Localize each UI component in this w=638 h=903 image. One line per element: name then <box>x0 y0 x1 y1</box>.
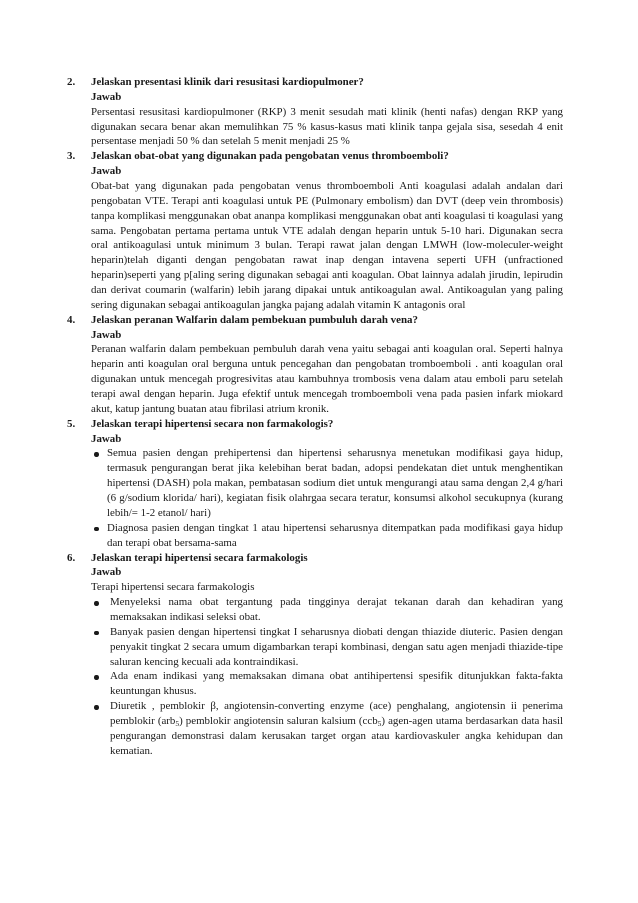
question-number: 5. <box>67 417 76 430</box>
answer-label: Jawab <box>91 165 122 178</box>
question-number: 6. <box>67 551 76 564</box>
bullet-item: Menyeleksi nama obat tergantung pada tingginya derajat tekanan darah dan kehadiran yang memaksakan indikasi seleksi obat. <box>94 595 563 625</box>
question-6 <box>0 551 563 759</box>
subscript: 5 <box>377 718 382 728</box>
question-title: Jelaskan obat-obat yang digunakan pada pengobatan venus thromboemboli? <box>91 150 449 163</box>
question-5 <box>0 417 563 551</box>
answer-intro: Terapi hipertensi secara farmakologis <box>91 581 255 594</box>
answer-label: Jawab <box>91 566 122 579</box>
question-3 <box>0 149 563 312</box>
answer-label: Jawab <box>91 328 122 341</box>
bullet-item <box>94 699 563 758</box>
answer-label: Jawab <box>91 90 122 103</box>
answer-label: Jawab <box>91 432 122 445</box>
question-number: 2. <box>67 76 76 88</box>
answer-paragraph: Obat-bat yang digunakan pada pengobatan venus thromboemboli Anti koagulasi adalah andalan dari pengobatan VTE. Terapi anti koagulasi untuk PE (Pulmonary embolism) dan DVT (deep vein thrombosis) tanpa komplikasi menggunakan obat ananpa komplikasi menggunakan obat anti koagulasi ti koagulasi yang sama. Pengobatan pertama pertama untuk VTE adalah dengan heparin untuk 5-10 hari. Digunakan secra oral antikoagulasi untuk minimum 3 bulan. Terapi rawat jalan dengan LMWH (low-moleculer-weight heparin)telah diganti dengan pengobatan rawat inap dengan intavena seperti UFH (unfractioned heparin)seperti yang p[aling sering digunakan sebagai anti koagulan. Obat lainnya adalah jirudin, lepirudin dan derivat coumarin (walfarin) lebih jarang dipakai untuk antikoagulan awal. Antikoagulan yang paling sering digunakan sebagai antikoagulan jangka pajang adalah vitamin K antagonis oral <box>91 180 563 311</box>
question-title: Jelaskan presentasi klinik dari resusitasi kardiopulmoner? <box>91 76 364 88</box>
answer-bullet-list <box>91 446 563 550</box>
bullet-item: Ada enam indikasi yang memaksakan dimana obat antihipertensi spesifik ditunjukkan fakta-fakta keuntungan khusus. <box>94 669 563 699</box>
question-2 <box>0 75 563 149</box>
answer-paragraph: Persentasi resusitasi kardiopulmoner (RKP) 3 menit sesudah mati klinik (henti nafas) dengan RKP yang digunakan secara benar akan memulihkan 75 % kasus-kasus mati klinik tanpa gejala sisa, sesedah 4 enit persentase menjadi 50 % dan setelah 5 menit menjadi 25 % <box>91 105 563 148</box>
bullet-text: ) agen-agen utama berdasarkan data hasil pengurangan demonstrasi dalam kerusakan target organ atau kardiovaskuler angka kehidupan dan kematian. <box>110 714 563 757</box>
bullet-item: Diagnosa pasien dengan tingkat 1 atau hipertensi seharusnya ditempatkan pada modifikasi gaya hidup dan terapi obat bersama-sama <box>91 521 563 551</box>
bullet-item: Banyak pasien dengan hipertensi tingkat I seharusnya diobati dengan thiazide diuteric. Pasien dengan penyakit tingkat 2 secara umum digambarkan terapi kombinasi, dengan satu agen menjadi thiazide-tipe saluran kencing kecuali ada kontraindikasi. <box>94 625 563 670</box>
bullet-text: Diuretik , pemblokir β, angiotensin-converting enzyme (ace) penghalang, angiotensin ii penerima pemblokir (arb <box>110 700 563 727</box>
subscript: 5 <box>175 718 180 728</box>
question-list <box>0 75 563 759</box>
question-number: 4. <box>67 313 76 326</box>
question-4 <box>0 313 563 417</box>
question-title: Jelaskan peranan Walfarin dalam pembekuan pumbuluh darah vena? <box>91 313 418 326</box>
answer-paragraph: Peranan walfarin dalam pembekuan pembuluh darah vena yaitu sebagai anti koagulan oral. Seperti halnya heparin anti koagulan oral berguna untuk pencegahan dan pengobatan tromboemboli . anti koagulan oral digunakan untuk mencegah progresivitas atau kambuhnya trombosis vena dalam atau emboli paru setelah terapi awal dengan heparin. Juga efektif untuk mencegah tromboemboli vena pada pasien infark miokard akut, katup jantung buatan atau fibrilasi atrium kronik. <box>91 343 563 415</box>
answer-bullet-list <box>91 595 563 758</box>
question-title: Jelaskan terapi hipertensi secara farmakologis <box>91 551 308 564</box>
bullet-item: Semua pasien dengan prehipertensi dan hipertensi seharusnya menetukan modifikasi gaya hidup, termasuk pengurangan berat jika kelebihan berat badan, adopsi pendekatan diet untuk menghentikan hipertensi (DASH) pola makan, pembatasan sodium diet untuk mengurangi atau sama dengan 2,4 g/hari (6 g/sodium klorida/ hari), kegiatan fisik olahrgaa secara teratur, konsumsi alkohol secukupnya (kurang lebih/= 1-2 etanol/ hari) <box>91 446 563 520</box>
bullet-text: ) pemblokir angiotensin saluran kalsium (ccb <box>179 714 378 727</box>
question-number: 3. <box>67 150 76 163</box>
question-title: Jelaskan terapi hipertensi secara non farmakologis? <box>91 417 334 430</box>
